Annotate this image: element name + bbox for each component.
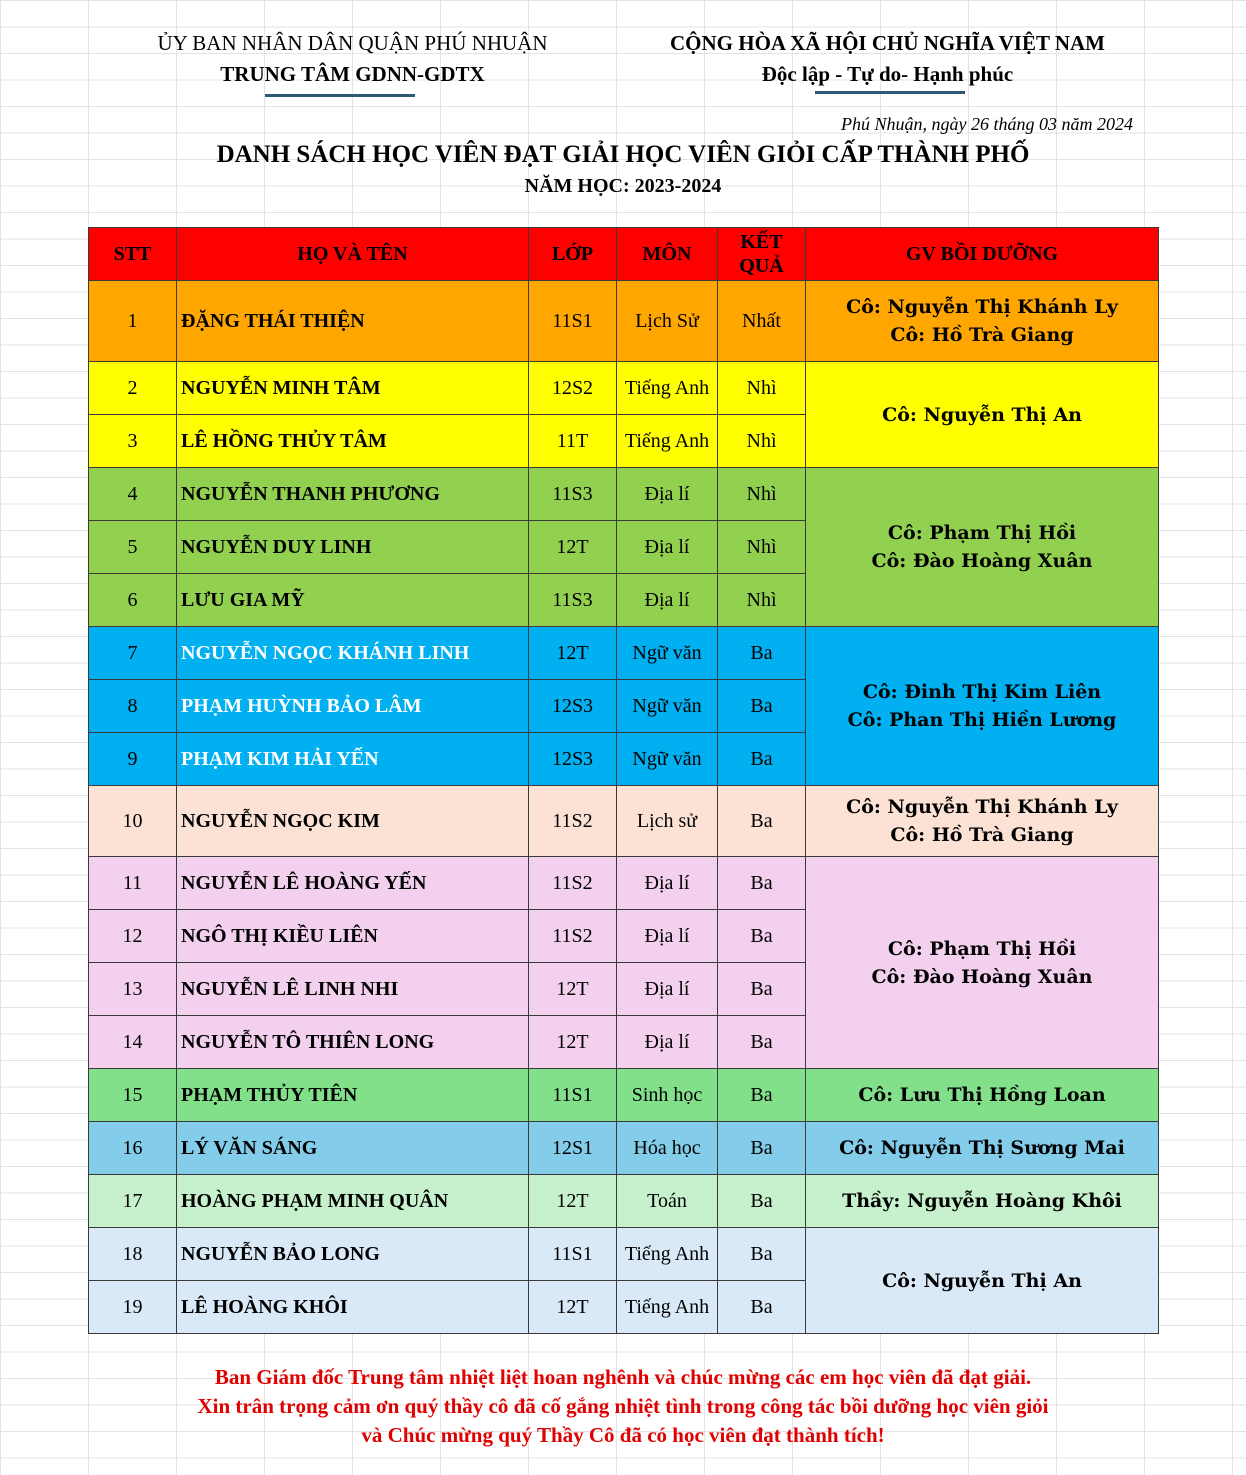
row-name: LƯU GIA MỸ (177, 574, 529, 627)
row-stt: 16 (89, 1122, 177, 1175)
teacher-line-1: Cô: Nguyễn Thị Khánh Ly (846, 296, 1118, 318)
row-name: NGUYỄN DUY LINH (177, 521, 529, 574)
teacher-line-2: Cô: Hồ Trà Giang (890, 324, 1074, 346)
teacher-line-1: Cô: Nguyễn Thị Sương Mai (839, 1137, 1125, 1159)
row-teacher (806, 1122, 1159, 1175)
row-name: NGUYỄN THANH PHƯƠNG (177, 468, 529, 521)
row-subject: Lịch Sử (617, 281, 718, 362)
row-teacher (806, 857, 1159, 1069)
row-class: 12T (529, 1016, 617, 1069)
row-name: NGUYỄN LÊ HOÀNG YẾN (177, 857, 529, 910)
row-result: Ba (718, 1016, 806, 1069)
table-row (89, 1069, 1159, 1122)
row-class: 12T (529, 1281, 617, 1334)
row-stt: 9 (89, 733, 177, 786)
teacher-line-1: Cô: Nguyễn Thị An (882, 403, 1082, 426)
row-subject: Hóa học (617, 1122, 718, 1175)
row-name: PHẠM THỦY TIÊN (177, 1069, 529, 1122)
row-result: Nhì (718, 415, 806, 468)
row-subject: Địa lí (617, 468, 718, 521)
teacher-line-1: Thầy: Nguyễn Hoàng Khôi (842, 1190, 1122, 1212)
row-result: Ba (718, 910, 806, 963)
table-row (89, 281, 1159, 362)
row-class: 11S3 (529, 574, 617, 627)
row-result: Ba (718, 1281, 806, 1334)
row-subject: Địa lí (617, 574, 718, 627)
row-class: 11S3 (529, 468, 617, 521)
teacher-line-2: Cô: Phan Thị Hiền Lương (847, 709, 1117, 731)
table-row (89, 362, 1159, 415)
table-row (89, 627, 1159, 680)
row-name: NGUYỄN BẢO LONG (177, 1228, 529, 1281)
row-subject: Tiếng Anh (617, 415, 718, 468)
row-class: 11T (529, 415, 617, 468)
header-right (620, 28, 1155, 90)
row-result: Ba (718, 627, 806, 680)
teacher-line-1: Cô: Phạm Thị Hồi (887, 522, 1077, 544)
header-class: LỚP (529, 228, 617, 281)
teacher-line-1: Cô: Phạm Thị Hồi (887, 937, 1077, 960)
date-line: Phú Nhuận, ngày 26 tháng 03 năm 2024 (841, 114, 1133, 134)
row-name: NGUYỄN TÔ THIÊN LONG (177, 1016, 529, 1069)
row-result: Nhì (718, 468, 806, 521)
row-stt: 11 (89, 857, 177, 910)
header-name: HỌ VÀ TÊN (177, 228, 529, 281)
row-class: 11S1 (529, 281, 617, 362)
row-subject: Lịch sử (617, 786, 718, 857)
row-name: LÊ HOÀNG KHÔI (177, 1281, 529, 1334)
row-subject: Địa lí (617, 910, 718, 963)
row-name: LÊ HỒNG THỦY TÂM (177, 415, 529, 468)
table-header-row (89, 228, 1159, 281)
row-name: NGUYỄN MINH TÂM (177, 362, 529, 415)
row-name: HOÀNG PHẠM MINH QUÂN (177, 1175, 529, 1228)
row-class: 12T (529, 1175, 617, 1228)
table-row (89, 1175, 1159, 1228)
header-right-rule (815, 91, 965, 94)
row-teacher (806, 1175, 1159, 1228)
row-class: 11S2 (529, 786, 617, 857)
table-row (89, 1122, 1159, 1175)
row-stt: 6 (89, 574, 177, 627)
row-result: Ba (718, 733, 806, 786)
row-class: 11S1 (529, 1069, 617, 1122)
row-teacher (806, 362, 1159, 468)
row-name: PHẠM KIM HẢI YẾN (177, 733, 529, 786)
school-year: NĂM HỌC: 2023-2024 (524, 175, 722, 197)
table-row (89, 786, 1159, 857)
footer-message (0, 1363, 1246, 1450)
row-stt: 2 (89, 362, 177, 415)
row-stt: 1 (89, 281, 177, 362)
teacher-line-2: Cô: Đào Hoàng Xuân (871, 965, 1093, 988)
row-stt: 17 (89, 1175, 177, 1228)
row-result: Ba (718, 786, 806, 857)
award-table (88, 227, 1159, 1334)
row-name: ĐẶNG THÁI THIỆN (177, 281, 529, 362)
row-class: 11S2 (529, 857, 617, 910)
district-committee-name: ỦY BAN NHÂN DÂN QUẬN PHÚ NHUẬN (157, 31, 548, 55)
row-stt: 12 (89, 910, 177, 963)
row-subject: Ngữ văn (617, 680, 718, 733)
row-class: 12S2 (529, 362, 617, 415)
row-name: NGUYỄN NGỌC KIM (177, 786, 529, 857)
row-subject: Địa lí (617, 1016, 718, 1069)
row-name: NGÔ THỊ KIỀU LIÊN (177, 910, 529, 963)
row-name: LÝ VĂN SÁNG (177, 1122, 529, 1175)
teacher-line-1: Cô: Lưu Thị Hồng Loan (858, 1084, 1106, 1106)
header-teacher: GV BỒI DƯỠNG (806, 228, 1159, 281)
row-stt: 14 (89, 1016, 177, 1069)
row-result: Ba (718, 857, 806, 910)
row-class: 12T (529, 521, 617, 574)
row-class: 12T (529, 963, 617, 1016)
row-result: Ba (718, 963, 806, 1016)
table-row (89, 1228, 1159, 1281)
row-result: Nhì (718, 521, 806, 574)
center-name: TRUNG TÂM GDNN-GDTX (220, 62, 485, 86)
teacher-line-2: Cô: Hồ Trà Giang (890, 824, 1074, 846)
national-title: CỘNG HÒA XÃ HỘI CHỦ NGHĨA VIỆT NAM (669, 31, 1106, 55)
row-class: 12T (529, 627, 617, 680)
row-subject: Tiếng Anh (617, 1281, 718, 1334)
row-result: Nhì (718, 362, 806, 415)
row-subject: Sinh học (617, 1069, 718, 1122)
teacher-line-1: Cô: Đinh Thị Kim Liên (862, 681, 1102, 703)
row-stt: 3 (89, 415, 177, 468)
row-name: PHẠM HUỲNH BẢO LÂM (177, 680, 529, 733)
row-result: Ba (718, 1228, 806, 1281)
row-result: Nhất (718, 281, 806, 362)
row-teacher (806, 1228, 1159, 1334)
row-teacher (806, 468, 1159, 627)
footer-line-3: và Chúc mừng quý Thầy Cô đã có học viên đạt thành tích! (361, 1423, 885, 1447)
row-teacher (806, 627, 1159, 786)
row-stt: 19 (89, 1281, 177, 1334)
row-subject: Tiếng Anh (617, 362, 718, 415)
row-class: 12S1 (529, 1122, 617, 1175)
row-subject: Toán (617, 1175, 718, 1228)
header-stt: STT (89, 228, 177, 281)
row-result: Ba (718, 680, 806, 733)
header-left (120, 28, 585, 90)
row-stt: 10 (89, 786, 177, 857)
row-subject: Ngữ văn (617, 733, 718, 786)
row-stt: 4 (89, 468, 177, 521)
row-stt: 7 (89, 627, 177, 680)
row-teacher (806, 786, 1159, 857)
teacher-line-1: Cô: Nguyễn Thị Khánh Ly (846, 796, 1118, 818)
row-result: Ba (718, 1175, 806, 1228)
row-result: Nhì (718, 574, 806, 627)
header-result: KẾT QUẢ (718, 228, 806, 281)
table-body (89, 281, 1159, 1334)
row-teacher (806, 1069, 1159, 1122)
row-stt: 5 (89, 521, 177, 574)
row-subject: Tiếng Anh (617, 1228, 718, 1281)
row-subject: Địa lí (617, 521, 718, 574)
row-class: 11S1 (529, 1228, 617, 1281)
row-stt: 18 (89, 1228, 177, 1281)
row-stt: 8 (89, 680, 177, 733)
row-result: Ba (718, 1069, 806, 1122)
row-stt: 13 (89, 963, 177, 1016)
teacher-line-1: Cô: Nguyễn Thị An (882, 1269, 1082, 1292)
row-stt: 15 (89, 1069, 177, 1122)
row-class: 12S3 (529, 733, 617, 786)
footer-line-2: Xin trân trọng cảm ơn quý thầy cô đã cố gắng nhiệt tình trong công tác bồi dưỡng học viên giỏi (197, 1394, 1049, 1418)
row-teacher (806, 281, 1159, 362)
footer-line-1: Ban Giám đốc Trung tâm nhiệt liệt hoan nghênh và chúc mừng các em học viên đã đạt giải. (214, 1365, 1032, 1389)
row-subject: Địa lí (617, 963, 718, 1016)
teacher-line-2: Cô: Đào Hoàng Xuân (871, 550, 1093, 572)
national-motto: Độc lập - Tự do- Hạnh phúc (761, 62, 1014, 86)
row-subject: Địa lí (617, 857, 718, 910)
document-title: DANH SÁCH HỌC VIÊN ĐẠT GIẢI HỌC VIÊN GIỎI CẤP THÀNH PHỐ (216, 141, 1030, 168)
row-subject: Ngữ văn (617, 627, 718, 680)
table-row (89, 468, 1159, 521)
header-left-rule (265, 94, 415, 97)
table-row (89, 857, 1159, 910)
row-class: 12S3 (529, 680, 617, 733)
row-class: 11S2 (529, 910, 617, 963)
row-result: Ba (718, 1122, 806, 1175)
row-name: NGUYỄN NGỌC KHÁNH LINH (177, 627, 529, 680)
row-name: NGUYỄN LÊ LINH NHI (177, 963, 529, 1016)
header-subject: MÔN (617, 228, 718, 281)
